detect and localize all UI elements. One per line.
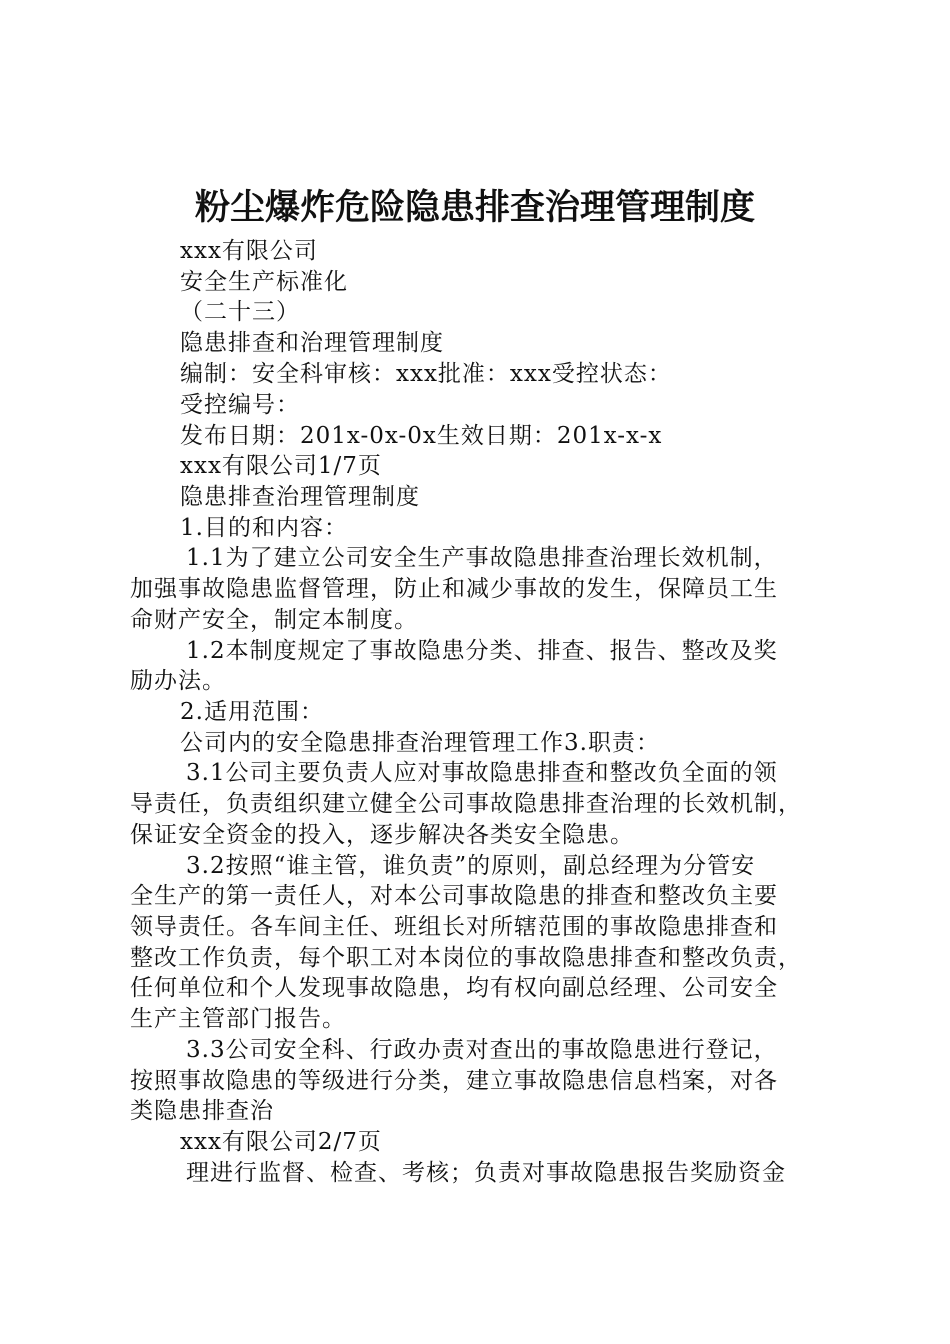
paragraph-3-3-next: 理进行监督、检查、考核；负责对事故隐患报告奖励资金: [186, 1160, 786, 1186]
approval-line: 编制：安全科审核：xxx批准：xxx受控状态：: [180, 361, 672, 387]
company-name: xxx有限公司: [180, 238, 318, 264]
heading-1: 1.目的和内容：: [180, 515, 348, 541]
paragraph-3-1-cont: 保证安全资金的投入，逐步解决各类安全隐患。: [130, 822, 634, 848]
page-footer-2: xxx有限公司2/7页: [180, 1129, 382, 1155]
paragraph-3-3-cont: 类隐患排查治: [130, 1098, 274, 1124]
standard-label: 安全生产标准化: [180, 269, 348, 295]
document-title: 粉尘爆炸危险隐患排查治理管理制度: [194, 187, 755, 228]
section-number: （二十三）: [180, 299, 300, 325]
date-line: 发布日期：201x-0x-0x生效日期：201x-x-x: [180, 423, 663, 449]
paragraph-1-1: 1.1为了建立公司安全生产事故隐患排查治理长效机制，: [186, 545, 778, 571]
subtitle: 隐患排查和治理管理制度: [180, 330, 444, 356]
paragraph-3-2-cont: 全生产的第一责任人，对本公司事故隐患的排查和整改负主要: [130, 883, 778, 909]
paragraph-3-3: 3.3公司安全科、行政办责对查出的事故隐患进行登记，: [186, 1037, 778, 1063]
heading-2: 2.适用范围：: [180, 699, 324, 725]
scope-text: 公司内的安全隐患排查治理管理工作3.职责：: [180, 730, 660, 756]
paragraph-1-1-cont: 命财产安全，制定本制度。: [130, 607, 418, 633]
paragraph-3-2-cont: 生产主管部门报告。: [130, 1006, 346, 1032]
control-number: 受控编号：: [180, 392, 300, 418]
paragraph-3-3-cont: 按照事故隐患的等级进行分类，建立事故隐患信息档案，对各: [130, 1068, 778, 1094]
page-footer-1: xxx有限公司1/7页: [180, 453, 382, 479]
paragraph-3-1-cont: 导责任，负责组织建立健全公司事故隐患排查治理的长效机制，: [130, 791, 802, 817]
paragraph-3-2-cont: 任何单位和个人发现事故隐患，均有权向副总经理、公司安全: [130, 975, 778, 1001]
paragraph-3-1: 3.1公司主要负责人应对事故隐患排查和整改负全面的领: [186, 760, 778, 786]
paragraph-3-2: 3.2按照“谁主管，谁负责”的原则，副总经理为分管安: [186, 853, 756, 879]
paragraph-1-1-cont: 加强事故隐患监督管理，防止和减少事故的发生，保障员工生: [130, 576, 778, 602]
paragraph-3-2-cont: 整改工作负责，每个职工对本岗位的事故隐患排查和整改负责，: [130, 945, 802, 971]
paragraph-1-2: 1.2本制度规定了事故隐患分类、排查、报告、整改及奖: [186, 638, 778, 664]
paragraph-3-2-cont: 领导责任。各车间主任、班组长对所辖范围的事故隐患排查和: [130, 914, 778, 940]
section-heading: 隐患排查治理管理制度: [180, 484, 420, 510]
paragraph-1-2-cont: 励办法。: [130, 668, 226, 694]
